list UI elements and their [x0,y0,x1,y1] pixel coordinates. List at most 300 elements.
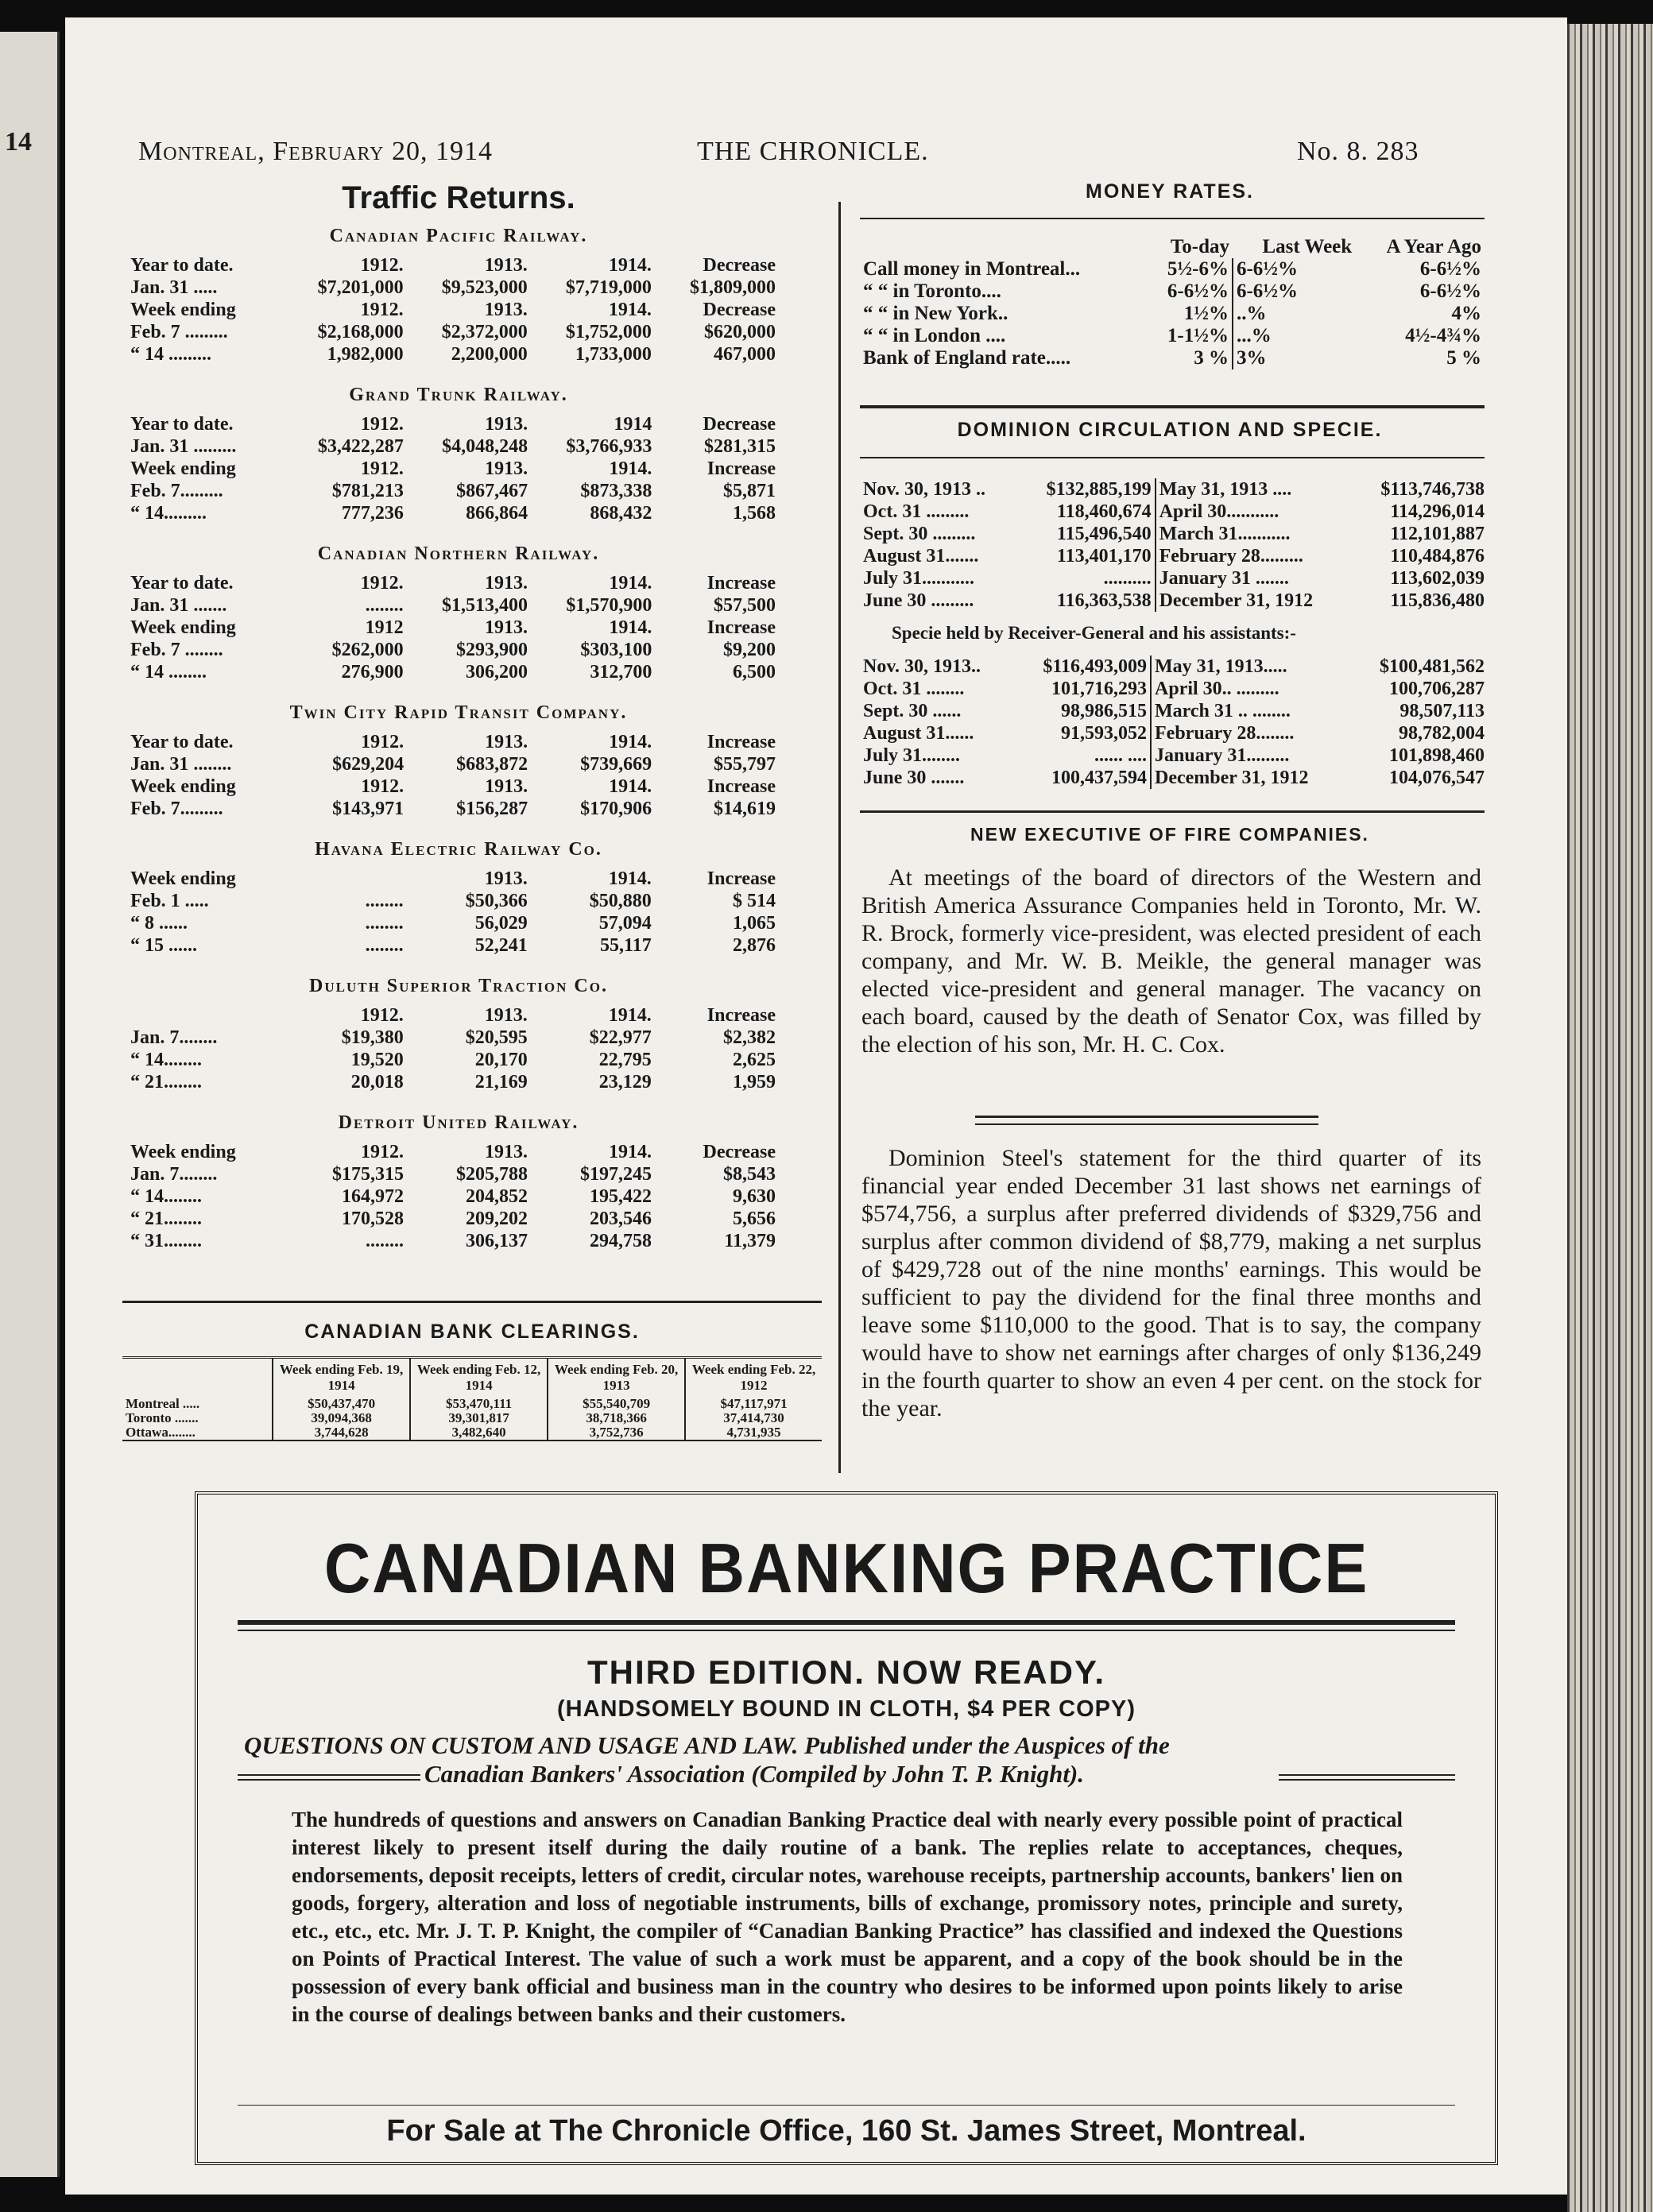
table-row [127,1071,779,1093]
table-cell: $197,245 [579,1164,652,1185]
table-cell: 3,482,640 [410,1425,548,1441]
table-cell: 3,744,628 [273,1425,410,1441]
table-row [127,868,779,890]
table-row [127,912,779,934]
table-cell: “ 14 ........ [130,662,207,683]
table-cell: $629,204 [332,754,405,775]
table-cell: 100,437,594 [1051,768,1148,788]
table-row [860,325,1485,347]
specie-table [860,655,1488,789]
table-cell: 1913. [484,617,528,638]
table-cell: Feb. 7 ........ [130,640,223,660]
table-cell: Week ending [130,458,236,479]
table-cell: 56,029 [474,913,528,934]
table-cell: ........ [365,595,404,616]
table-cell: Sept. 30 ...... [863,701,962,721]
table-cell: Feb. 7......... [130,481,223,501]
table-cell: 3 % [1194,347,1229,369]
table-cell: 1912. [360,255,404,276]
fire-companies-article [861,864,1481,1058]
table-cell: ........ [365,913,404,934]
table-cell: $55,540,709 [548,1397,685,1411]
table-cell: Oct. 31 ........ [863,679,965,699]
table-cell: 39,301,817 [410,1411,548,1425]
facing-page-edge [0,32,60,2177]
table-cell: 91,593,052 [1061,723,1148,744]
table-cell: 114,296,014 [1390,501,1485,522]
table-cell: 467,000 [714,344,776,365]
table-cell: $14,619 [714,799,776,819]
circulation-title: DOMINION CIRCULATION AND SPECIE. [957,419,1383,441]
table-cell: $873,338 [580,481,652,501]
table-cell: $50,366 [465,891,528,911]
table-cell: ........ [366,1231,405,1251]
company-heading: Grand Trunk Railway. [349,385,568,405]
table-cell: $4,048,248 [442,436,528,457]
table-cell: 3,752,736 [548,1425,685,1441]
table-header-cell [860,236,1145,258]
table-cell: ........ [365,935,404,956]
table-row [127,502,779,524]
table-row [860,655,1488,678]
table-cell: 1914. [608,255,652,276]
table-cell: Toronto ....... [126,1410,199,1425]
table-cell: $9,523,000 [441,277,528,298]
table-cell: 37,414,730 [685,1411,822,1425]
table-row [127,639,779,661]
table-cell: Montreal ..... [126,1396,200,1411]
divider [238,2105,1455,2106]
table-row [860,501,1488,523]
table-cell: 6,500 [733,662,776,683]
table-cell: 4½-4¾% [1405,325,1481,346]
table-cell: April 30........... [1156,501,1353,523]
table-cell: $867,467 [456,481,528,501]
table-cell: $55,797 [714,754,776,775]
table-cell: 1914. [609,617,652,638]
table-cell: $170,906 [580,799,652,819]
table-cell: 1912 [365,617,404,638]
table-cell: Nov. 30, 1913.. [863,656,981,677]
table-cell: Week ending [130,776,236,797]
table-cell: 866,864 [466,503,528,524]
table-row [127,435,779,458]
table-cell: Oct. 31 ......... [863,501,970,522]
divider [860,457,1485,458]
table-row [860,280,1485,303]
table-cell: 1913. [485,458,528,479]
table-cell: $53,470,111 [410,1397,548,1411]
table-cell [283,868,406,890]
table-cell: $620,000 [704,322,776,342]
table-cell: $132,885,199 [1046,479,1152,500]
table-row [127,775,779,798]
table-header-cell: Week ending Feb. 22, 1912 [685,1358,822,1398]
table-cell: 11,379 [724,1231,776,1251]
table-row [860,478,1488,501]
table-cell: 5,656 [733,1208,776,1229]
table-cell: $3,422,287 [317,436,404,457]
table-cell: 306,200 [465,662,528,683]
table-header-row [122,1358,822,1398]
table-cell: 1,568 [733,503,776,524]
table-cell: August 31....... [863,546,979,567]
table-cell: ...... .... [1094,745,1148,766]
table-cell: Sept. 30 ......... [863,524,976,544]
table-cell: ..% [1233,303,1355,325]
table-row [860,347,1485,369]
table-cell: 1913. [485,1142,528,1162]
table-cell: 20,018 [350,1072,404,1092]
table-header-cell: Last Week [1262,236,1353,257]
table-cell: January 31 ....... [1156,567,1353,590]
divider [238,1774,420,1776]
company-table [127,413,779,524]
fire-companies-title: NEW EXECUTIVE OF FIRE COMPANIES. [970,824,1369,845]
table-cell: February 28......... [1156,545,1353,567]
table-cell: “ “ in London .... [863,325,1006,346]
table-cell: “ 21........ [130,1072,202,1092]
table-cell: 20,170 [474,1050,528,1070]
table-cell: Year to date. [130,732,234,752]
table-row [127,1141,779,1163]
table-cell: 19,520 [350,1050,404,1070]
table-cell: 1912. [361,732,405,752]
advert-subtitle-1: QUESTIONS ON CUSTOM AND USAGE AND LAW. Published under the Auspices of the [244,1731,1170,1759]
bank-clearings-title: CANADIAN BANK CLEARINGS. [304,1321,640,1343]
money-rates-title: MONEY RATES. [1086,180,1254,203]
company-table [127,731,779,820]
table-cell: $20,595 [465,1027,528,1048]
table-row [127,1049,779,1071]
table-cell: $1,570,900 [566,595,652,616]
table-header-cell: Week ending Feb. 19, 1914 [273,1358,410,1398]
company-heading: Twin City Rapid Transit Company. [289,702,628,723]
table-cell: June 30 ......... [863,590,974,611]
table-row [860,545,1488,567]
table-cell: Decrease [703,300,776,320]
table-header-cell: Week ending Feb. 12, 1914 [410,1358,548,1398]
table-cell: July 31........ [863,745,961,766]
dominion-steel-article [861,1144,1481,1422]
company-heading: Canadian Pacific Railway. [329,226,588,246]
table-row [127,254,779,276]
table-cell: 294,758 [589,1231,652,1251]
table-cell: 4,731,935 [685,1425,822,1441]
table-cell: 116,363,538 [1056,590,1152,611]
table-cell: 203,546 [589,1208,652,1229]
table-cell: $100,481,562 [1380,656,1485,677]
table-cell: 1914. [608,1142,652,1162]
table-cell: 3% [1233,347,1355,369]
advert-binding: (HANDSOMELY BOUND IN CLOTH, $4 PER COPY) [556,1696,1136,1722]
table-row [860,303,1485,325]
table-cell: Week ending [130,1142,236,1162]
table-cell: $57,500 [714,595,776,616]
table-header-cell: To-day [1170,236,1229,257]
company-table [127,1004,779,1093]
table-cell: 57,094 [598,913,652,934]
table-cell: December 31, 1912 [1156,590,1353,612]
table-cell: $7,719,000 [565,277,652,298]
table-cell: 209,202 [466,1208,528,1229]
company-heading: Detroit United Railway. [338,1112,579,1133]
divider [975,1116,1318,1118]
table-cell: 23,129 [598,1072,652,1092]
table-cell: 52,241 [474,935,528,956]
table-row [127,1163,779,1185]
table-cell: 1,065 [733,913,776,934]
table-cell: 1913. [485,776,528,797]
divider [860,218,1485,219]
specie-title: Specie held by Receiver-General and his assistants:- [892,623,1296,643]
table-cell: 1914. [609,458,652,479]
table-cell: $ 514 [733,891,776,911]
table-row [127,343,779,365]
table-cell: 1,733,000 [575,344,652,365]
table-cell: February 28........ [1151,722,1350,744]
table-cell: 204,852 [466,1186,528,1207]
table-cell: 1912. [360,1005,404,1026]
table-cell: Decrease [703,414,776,435]
table-cell: 6-6½% [1233,280,1355,303]
table-row [127,299,779,321]
table-cell: “ “ in New York.. [863,303,1008,324]
table-cell: 22,795 [598,1050,652,1070]
table-cell: ........ [365,891,404,911]
table-cell: August 31...... [863,723,974,744]
header-masthead: THE CHRONICLE. [697,137,929,166]
table-row [127,458,779,480]
table-row [860,700,1488,722]
table-header-cell: Week ending Feb. 20, 1913 [548,1358,685,1398]
table-cell: 104,076,547 [1389,768,1485,788]
table-row [860,258,1485,280]
table-cell: Week ending [130,300,236,320]
column-divider [838,202,841,1473]
table-cell: $9,200 [723,640,776,660]
header-dateline: Montreal, February 20, 1914 [138,137,493,166]
table-cell: Increase [706,617,776,638]
table-row [127,617,779,639]
table-row [127,890,779,912]
table-cell: 98,507,113 [1399,701,1485,721]
table-cell: 1913. [485,732,528,752]
table-cell: $3,766,933 [566,436,652,457]
table-row [127,661,779,683]
table-cell: Feb. 7......... [130,799,223,819]
table-cell: “ 14 ......... [130,344,211,365]
table-cell: 164,972 [342,1186,405,1207]
table-cell: Jan. 31 ....... [130,595,227,616]
table-row [127,572,779,594]
fire-companies-text: At meetings of the board of directors of the Western and British America Assurance Companies held in Toronto, Mr. W. R. Brock, formerly vice-president, was elected president of each company, and Mr. W. B. Meikle, the general manager was elected vice-president and general manager. The vacancy on each board, caused by the death of Senator Cox, was filled by the election of his son, Mr. H. C. Cox. [861,864,1481,1058]
money-rates-table [860,236,1485,369]
table-row [127,413,779,435]
table-cell: 98,782,004 [1399,723,1485,744]
table-row [127,480,779,502]
table-cell: 1,959 [733,1072,776,1092]
table-cell: Increase [706,1005,776,1026]
table-cell: 101,716,293 [1051,679,1148,699]
table-cell: 4% [1451,303,1481,324]
table-row [127,798,779,820]
table-cell: Nov. 30, 1913 .. [863,479,986,500]
table-cell: 1913. [484,573,528,594]
table-cell: 312,700 [590,662,652,683]
table-cell: Jan. 7........ [130,1164,218,1185]
table-cell: $2,372,000 [441,322,528,342]
table-cell: 38,718,366 [548,1411,685,1425]
table-row [860,722,1488,744]
divider [122,1301,822,1303]
table-cell: 112,101,887 [1390,524,1485,544]
advert-footer: For Sale at The Chronicle Office, 160 St. James Street, Montreal. [386,2114,1307,2148]
table-cell: July 31........... [863,568,975,589]
table-row [127,1185,779,1208]
company-table [127,572,779,683]
table-cell: Increase [706,458,776,479]
table-cell: “ 14........ [130,1050,202,1070]
table-cell: $19,380 [341,1027,404,1048]
table-cell: 2,876 [733,935,776,956]
table-cell: 6-6½% [1419,258,1481,280]
table-cell: 777,236 [341,503,404,524]
table-cell: 1½% [1183,303,1229,324]
table-cell: $2,168,000 [317,322,404,342]
table-cell: 1912. [360,414,404,435]
table-cell: 1912. [360,573,404,594]
table-cell: 1914. [609,776,652,797]
table-cell: Feb. 7 ......... [130,322,228,342]
table-cell: Call money in Montreal... [863,258,1081,280]
table-row [127,1027,779,1049]
table-cell: 170,528 [342,1208,405,1229]
company-heading: Duluth Superior Traction Co. [309,976,608,996]
table-cell: March 31 .. ........ [1151,700,1350,722]
table-cell: April 30.. ......... [1151,678,1350,700]
table-cell: 113,602,039 [1390,568,1485,589]
table-cell: 195,422 [589,1186,652,1207]
table-cell: “ 8 ...... [130,913,188,934]
table-cell: Increase [706,732,776,752]
table-cell: 21,169 [474,1072,528,1092]
table-row [860,567,1488,590]
table-cell: 110,484,876 [1390,546,1485,567]
banking-practice-advert [195,1491,1498,2165]
table-row [127,276,779,299]
table-cell: 306,137 [466,1231,528,1251]
table-cell: Jan. 31 ........ [130,754,232,775]
table-cell: $303,100 [580,640,652,660]
table-cell: $262,000 [331,640,404,660]
table-cell: ...% [1233,325,1355,347]
table-row [127,1208,779,1230]
table-cell: 1,982,000 [327,344,404,365]
advert-title: CANADIAN BANKING PRACTICE [323,1529,1369,1607]
table-cell: Jan. 7........ [130,1027,218,1048]
bank-clearings-table [122,1356,822,1441]
table-cell: 98,986,515 [1061,701,1148,721]
table-cell: May 31, 1913 .... [1156,478,1353,501]
table-cell: $5,871 [723,481,776,501]
divider [1279,1774,1455,1776]
table-cell: 6-6½% [1419,280,1481,302]
table-row [127,753,779,775]
table-cell: $281,315 [704,436,776,457]
table-cell: $8,543 [723,1164,776,1185]
table-cell: Increase [706,573,776,594]
divider [238,1779,420,1781]
table-cell: Jan. 31 ..... [130,277,218,298]
table-row [122,1397,822,1411]
divider [1279,1779,1455,1781]
divider [238,1620,1455,1625]
table-cell: 276,900 [341,662,404,683]
table-row [860,767,1488,789]
table-cell: 1912. [361,1142,405,1162]
table-cell: January 31......... [1151,744,1350,767]
table-cell: 1913. [484,868,528,889]
table-cell: Increase [706,776,776,797]
table-row [127,1230,779,1252]
table-cell: Feb. 1 ..... [130,891,209,911]
table-cell: Decrease [703,255,776,276]
table-cell: 1913. [484,255,528,276]
table-cell [127,1004,283,1027]
company-table [127,254,779,365]
table-cell: Ottawa........ [126,1425,195,1440]
table-cell: $1,752,000 [565,322,652,342]
table-cell: 1-1½% [1167,325,1229,346]
table-header-row [860,236,1485,258]
table-cell: 55,117 [600,935,652,956]
table-cell: 39,094,368 [273,1411,410,1425]
table-cell: $47,117,971 [685,1397,822,1411]
table-cell: Week ending [130,617,236,638]
table-cell: Jan. 31 ......... [130,436,237,457]
table-cell: Year to date. [130,255,234,276]
table-cell: $50,437,470 [273,1397,410,1411]
table-cell: 101,898,460 [1389,745,1485,766]
table-row [860,744,1488,767]
divider [860,810,1485,813]
table-row [127,934,779,957]
table-row [127,321,779,343]
table-cell: 118,460,674 [1056,501,1152,522]
header-page-number: No. 8. 283 [1297,137,1419,166]
table-cell: Week ending [130,868,236,889]
advert-body: The hundreds of questions and answers on Canadian Banking Practice deal with nearly every possible point of practical interest likely to present itself during the daily routine of a bank. The replies relate to acceptances, cheques, endorsements, deposit receipts, letters of credit, circular notes, warehouse receipts, partnership accounts, bankers' lien on goods, forgery, alteration and loss of negotiable instruments, bills of exchange, promissory notes, principle and surety, etc., etc., etc. Mr. J. T. P. Knight, the compiler of “Canadian Banking Practice” has classified and indexed the Questions on Points of Practical Interest. The value of such a work must be apparent, and a copy of the book should be in the possession of every bank official and business man in the country who desires to be informed upon points likely to arise in the course of dealings between banks and their customers. [292,1808,1403,2026]
table-cell: 6-6½% [1167,280,1229,302]
table-cell: 868,432 [590,503,652,524]
table-cell: $116,493,009 [1043,656,1148,677]
table-cell: 1913. [484,300,528,320]
table-cell: Year to date. [130,414,234,435]
company-table [127,868,779,957]
divider [860,405,1485,408]
table-cell: $683,872 [456,754,528,775]
table-cell: March 31........... [1156,523,1353,545]
table-cell: June 30 ....... [863,768,965,788]
advert-subtitle-2: Canadian Bankers' Association (Compiled by John T. P. Knight). [424,1760,1085,1788]
table-cell: $22,977 [589,1027,652,1048]
company-heading: Canadian Northern Railway. [317,543,600,564]
table-cell: $143,971 [332,799,405,819]
table-row [860,678,1488,700]
divider [238,1630,1455,1631]
table-cell: “ 31........ [130,1231,202,1251]
